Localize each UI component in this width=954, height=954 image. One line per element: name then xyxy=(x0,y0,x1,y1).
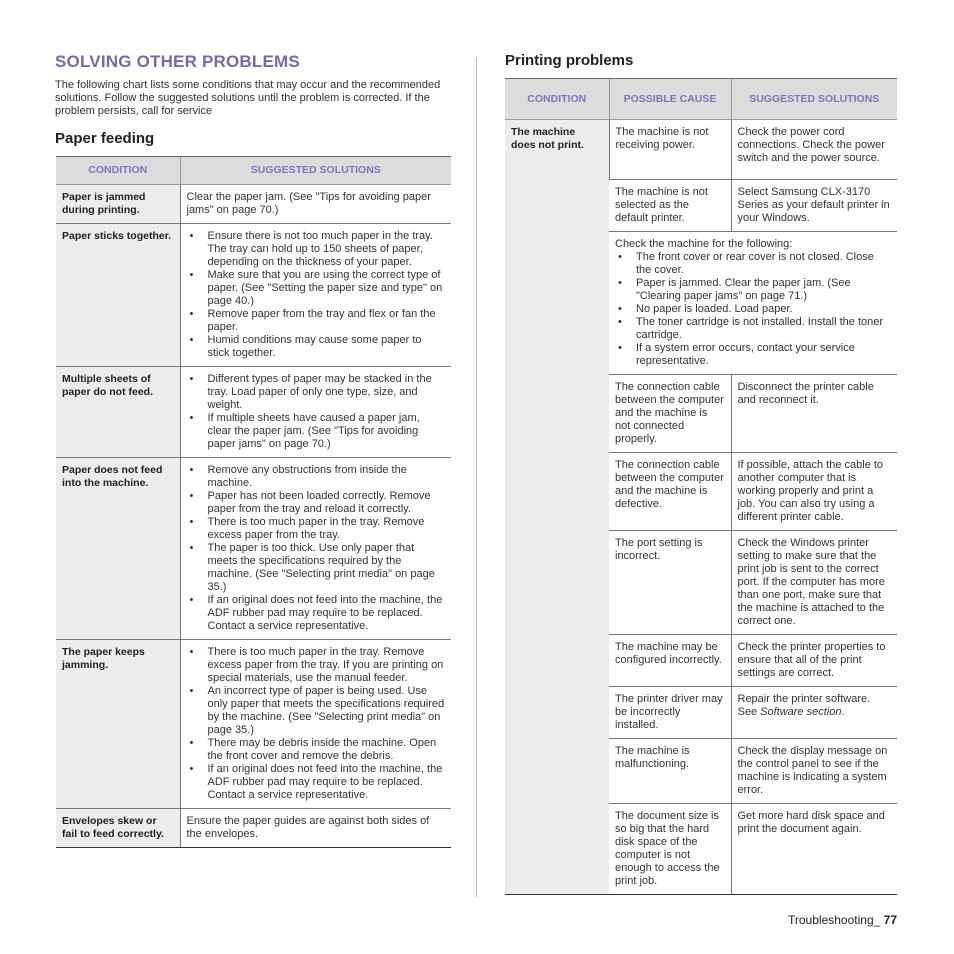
software-section-reference: Software section xyxy=(760,706,842,718)
list-item: • The front cover or rear cover is not closed. Close the cover. xyxy=(615,251,891,277)
solution-cell xyxy=(180,367,451,458)
condition-cell: The machine does not print. xyxy=(505,120,609,895)
list-item: • If a system error occurs, contact your service representative. xyxy=(615,342,891,368)
page-title: SOLVING OTHER PROBLEMS xyxy=(55,52,300,71)
column-divider xyxy=(476,57,477,897)
solution-cell: Check the display message on the control panel to see if the machine is indicating a system error. xyxy=(731,739,897,804)
table-row xyxy=(56,640,451,809)
list-item: • There may be debris inside the machine. Open the front cover and remove the debris. xyxy=(187,737,446,763)
list-item: • If an original does not feed into the machine, the ADF rubber pad may require to be replaced. Contact a service representative. xyxy=(187,594,446,633)
solution-text: Repair the printer software. See xyxy=(737,693,871,718)
table-row xyxy=(56,185,451,224)
column-header-solutions: SUGGESTED SOLUTIONS xyxy=(731,79,897,120)
solution-cell: If possible, attach the cable to another computer that is working properly and print a job. You can also try using a different printer cable. xyxy=(731,453,897,531)
list-item: • Ensure there is not too much paper in the tray. The tray can hold up to 150 sheets of paper, depending on the thickness of your paper. xyxy=(187,230,446,269)
table-row xyxy=(56,809,451,848)
solution-cell: Check the printer properties to ensure that all of the print settings are correct. xyxy=(731,635,897,687)
condition-cell: Paper does not feed into the machine. xyxy=(56,458,180,640)
cause-cell: The connection cable between the computer and the machine is defective. xyxy=(609,453,731,531)
checklist xyxy=(615,251,891,368)
footer-label: Troubleshooting_ xyxy=(788,913,881,927)
intro-paragraph: The following chart lists some conditions that may occur and the recommended solutions. Follow the suggested solutions until the problem is corrected. If the problem persists, call for service xyxy=(55,79,441,117)
condition-cell: Envelopes skew or fail to feed correctly. xyxy=(56,809,180,848)
list-item: • Paper has not been loaded correctly. Remove paper from the tray and reload it correctly. xyxy=(187,490,446,516)
solution-cell xyxy=(180,458,451,640)
solution-list xyxy=(187,646,446,802)
solution-cell: Ensure the paper guides are against both sides of the envelopes. xyxy=(180,809,451,848)
solution-cell xyxy=(180,224,451,367)
solution-cell xyxy=(180,640,451,809)
cause-cell: The port setting is incorrect. xyxy=(609,531,731,635)
cause-cell: The machine is not selected as the default printer. xyxy=(609,180,731,232)
list-item: • Remove paper from the tray and flex or fan the paper. xyxy=(187,308,446,334)
table-row xyxy=(56,224,451,367)
printing-problems-table xyxy=(505,78,897,895)
cause-cell: The document size is so big that the hard disk space of the computer is not enough to access the print job. xyxy=(609,804,731,895)
column-header-condition: CONDITION xyxy=(56,157,180,185)
solution-cell: Get more hard disk space and print the document again. xyxy=(731,804,897,895)
condition-cell: Paper is jammed during printing. xyxy=(56,185,180,224)
paper-feeding-table xyxy=(56,156,451,848)
table-row xyxy=(56,367,451,458)
solution-list xyxy=(187,373,446,451)
section-heading-paper-feeding: Paper feeding xyxy=(55,130,155,147)
column-header-cause: POSSIBLE CAUSE xyxy=(609,79,731,120)
list-item: • Remove any obstructions from inside the machine. xyxy=(187,464,446,490)
checklist-lead: Check the machine for the following: xyxy=(615,238,793,250)
list-item: • Different types of paper may be stacked in the tray. Load paper of only one type, size, and weight. xyxy=(187,373,446,412)
solution-cell: Disconnect the printer cable and reconnect it. xyxy=(731,375,897,453)
solution-cell: Check the Windows printer setting to make sure that the print job is sent to the correct port. If the computer has more than one port, make sure that the machine is attached to the correct one. xyxy=(731,531,897,635)
column-header-condition: CONDITION xyxy=(505,79,609,120)
cause-cell: The machine may be configured incorrectly. xyxy=(609,635,731,687)
table-header-row xyxy=(56,157,451,185)
column-header-solutions: SUGGESTED SOLUTIONS xyxy=(180,157,451,185)
solution-cell xyxy=(731,687,897,739)
solution-cell: Select Samsung CLX-3170 Series as your default printer in your Windows. xyxy=(731,180,897,232)
condition-cell: The paper keeps jamming. xyxy=(56,640,180,809)
list-item: • The paper is too thick. Use only paper that meets the specifications required by the machine. (See "Selecting print media" on page 35.) xyxy=(187,542,446,594)
list-item: • There is too much paper in the tray. Remove excess paper from the tray. If you are printing on special materials, use the manual feeder. xyxy=(187,646,446,685)
cause-cell: The machine is malfunctioning. xyxy=(609,739,731,804)
page-footer xyxy=(788,913,897,927)
solution-list xyxy=(187,230,446,360)
list-item: • An incorrect type of paper is being used. Use only paper that meets the specifications required by the machine. (See "Selecting print media" on page 35.) xyxy=(187,685,446,737)
cause-cell: The printer driver may be incorrectly installed. xyxy=(609,687,731,739)
cause-cell: The machine is not receiving power. xyxy=(609,120,731,180)
condition-cell: Paper sticks together. xyxy=(56,224,180,367)
list-item: • If an original does not feed into the machine, the ADF rubber pad may require to be replaced. Contact a service representative. xyxy=(187,763,446,802)
cause-cell: The connection cable between the computer and the machine is not connected properly. xyxy=(609,375,731,453)
list-item: • Humid conditions may cause some paper to stick together. xyxy=(187,334,446,360)
table-row xyxy=(56,458,451,640)
solution-cell: Clear the paper jam. (See "Tips for avoiding paper jams" on page 70.) xyxy=(180,185,451,224)
page-number: 77 xyxy=(883,913,897,927)
list-item: • Make sure that you are using the correct type of paper. (See "Setting the paper size and type" on page 40.) xyxy=(187,269,446,308)
solution-list xyxy=(187,464,446,633)
checklist-cell xyxy=(609,232,897,375)
solution-text-end: . xyxy=(841,706,845,718)
list-item: • The toner cartridge is not installed. Install the toner cartridge. xyxy=(615,316,891,342)
table-header-row xyxy=(505,79,897,120)
condition-cell: Multiple sheets of paper do not feed. xyxy=(56,367,180,458)
list-item: • If multiple sheets have caused a paper jam, clear the paper jam. (See "Tips for avoiding paper jams" on page 70.) xyxy=(187,412,446,451)
solution-cell: Check the power cord connections. Check the power switch and the power source. xyxy=(731,120,897,180)
list-item: • No paper is loaded. Load paper. xyxy=(615,303,891,316)
section-heading-printing-problems: Printing problems xyxy=(505,52,634,69)
list-item: • Paper is jammed. Clear the paper jam. (See "Clearing paper jams" on page 71.) xyxy=(615,277,891,303)
table-row xyxy=(505,120,897,180)
list-item: • There is too much paper in the tray. Remove excess paper from the tray. xyxy=(187,516,446,542)
